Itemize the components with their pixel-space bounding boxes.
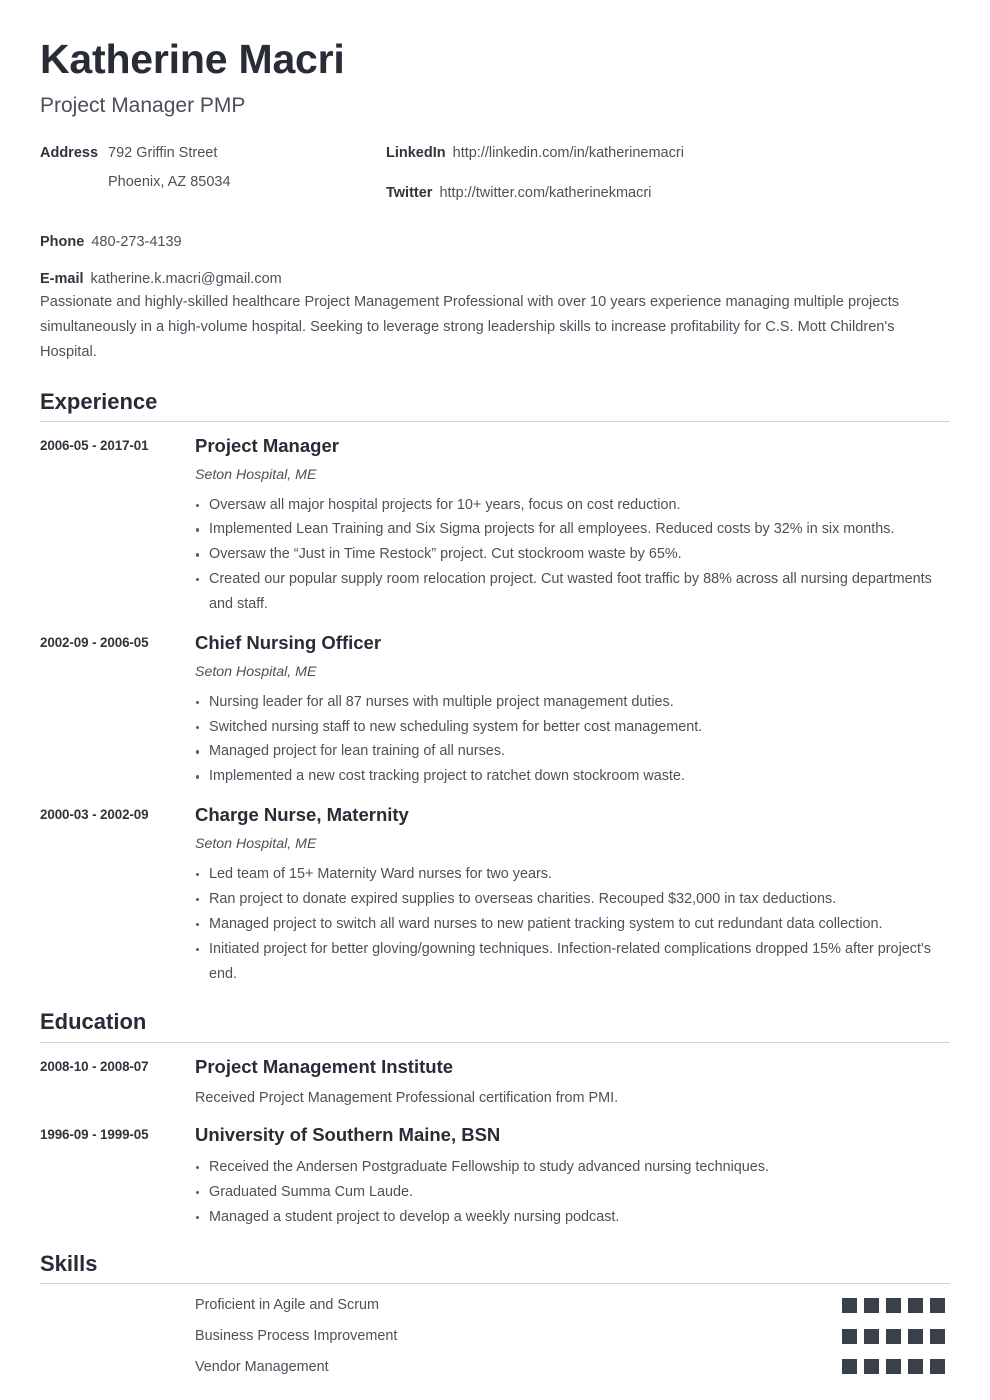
skill-name: Vendor Management xyxy=(195,1358,329,1375)
skill-square-filled xyxy=(908,1359,923,1374)
contact-twitter-value[interactable]: http://twitter.com/katherinekmacri xyxy=(439,184,652,201)
skill-square-filled xyxy=(908,1298,923,1313)
skill-square-filled xyxy=(842,1329,857,1344)
list-item: Switched nursing staff to new scheduling system for better cost management. xyxy=(195,715,949,740)
contact-twitter xyxy=(386,184,986,204)
section-title-education: Education xyxy=(40,1009,147,1035)
section-title-skills: Skills xyxy=(40,1250,98,1276)
list-item: Managed project to switch all ward nurses to new patient tracking system to cut redundant data collection. xyxy=(195,912,949,937)
contact-linkedin xyxy=(386,144,986,164)
skill-square-filled xyxy=(930,1329,945,1344)
contact-column-right xyxy=(386,144,986,211)
list-item: Received the Andersen Postgraduate Fellowship to study advanced nursing techniques. xyxy=(195,1155,949,1180)
entry-date: 1996-09 - 1999-05 xyxy=(40,1126,149,1142)
section-skills xyxy=(40,1250,950,1377)
contact-linkedin-value[interactable]: http://linkedin.com/in/katherinemacri xyxy=(452,145,684,162)
skill-square-filled xyxy=(886,1329,901,1344)
section-education xyxy=(40,1008,950,1229)
contact-phone xyxy=(40,233,400,253)
list-item: Oversaw all major hospital projects for 10+ years, focus on cost reduction. xyxy=(195,493,949,518)
entry-body xyxy=(195,631,950,789)
education-entry xyxy=(40,1123,950,1230)
experience-entry xyxy=(40,631,950,789)
entry-date: 2002-09 - 2006-05 xyxy=(40,635,149,651)
contact-address-value: 792 Griffin Street xyxy=(108,145,218,162)
skill-square-filled xyxy=(886,1298,901,1313)
list-item: Led team of 15+ Maternity Ward nurses for two years. xyxy=(195,862,949,887)
entry-title: University of Southern Maine, BSN xyxy=(195,1123,501,1145)
entry-subtitle: Seton Hospital, ME xyxy=(195,836,317,853)
list-item: Managed project for lean training of all nurses. xyxy=(195,739,949,764)
entry-subtitle: Seton Hospital, ME xyxy=(195,467,317,484)
skill-square-filled xyxy=(842,1298,857,1313)
skill-square-filled xyxy=(864,1298,879,1313)
skill-square-filled xyxy=(930,1298,945,1313)
skill-square-filled xyxy=(842,1359,857,1374)
entry-body xyxy=(195,1123,950,1230)
summary-text: Passionate and highly-skilled healthcare Project Management Professional with over 10 years experience managing multiple projects simultaneously in a high-volume hospital. Seeking to leverage strong leadership skills to increase profitability for C.S. Mott Children's Hospital. xyxy=(40,294,900,361)
list-item: Initiated project for better gloving/gowning techniques. Infection-related complications dropped 15% after project's end. xyxy=(195,937,949,987)
entry-title: Project Manager xyxy=(195,435,339,457)
skill-row xyxy=(40,1358,950,1377)
entry-description: Received Project Management Professional certification from PMI. xyxy=(195,1089,619,1106)
contact-email-label: E-mail xyxy=(40,270,84,287)
section-divider xyxy=(40,1283,950,1284)
contact-address-value-line2: Phoenix, AZ 85034 xyxy=(108,173,231,190)
contact-twitter-label: Twitter xyxy=(386,184,433,201)
list-item: Oversaw the “Just in Time Restock” project. Cut stockroom waste by 65%. xyxy=(195,542,949,567)
entry-subtitle: Seton Hospital, ME xyxy=(195,664,317,681)
list-item: Graduated Summa Cum Laude. xyxy=(195,1180,949,1205)
contact-address xyxy=(40,144,400,164)
skill-square-filled xyxy=(908,1329,923,1344)
entry-title: Charge Nurse, Maternity xyxy=(195,804,409,826)
entry-date: 2000-03 - 2002-09 xyxy=(40,807,149,823)
section-divider xyxy=(40,1042,950,1043)
skill-square-filled xyxy=(864,1329,879,1344)
section-divider xyxy=(40,421,950,422)
entry-body xyxy=(195,434,950,617)
list-item: Implemented Lean Training and Six Sigma projects for all employees. Reduced costs by 32% in six months. xyxy=(195,517,949,542)
skill-name: Business Process Improvement xyxy=(195,1327,398,1344)
entry-bullet-list xyxy=(195,493,950,618)
entry-bullet-list xyxy=(195,1155,950,1230)
contact-address-label: Address xyxy=(40,145,99,162)
contact-phone-value: 480-273-4139 xyxy=(91,234,182,251)
contact-block xyxy=(40,144,950,287)
skill-square-filled xyxy=(930,1359,945,1374)
skill-rating xyxy=(842,1298,950,1313)
education-entry xyxy=(40,1055,950,1109)
contact-email xyxy=(40,270,400,290)
experience-entry xyxy=(40,803,950,986)
experience-entry xyxy=(40,434,950,617)
page-title: Katherine Macri xyxy=(40,36,345,82)
contact-phone-label: Phone xyxy=(40,234,85,251)
list-item: Managed a student project to develop a weekly nursing podcast. xyxy=(195,1205,949,1230)
entry-bullet-list xyxy=(195,690,950,790)
entry-bullet-list xyxy=(195,862,950,987)
skill-row xyxy=(40,1327,950,1346)
skill-square-filled xyxy=(886,1359,901,1374)
skill-rating xyxy=(842,1329,950,1344)
contact-email-value[interactable]: katherine.k.macri@gmail.com xyxy=(90,270,282,287)
skill-rating xyxy=(842,1359,950,1374)
skill-row xyxy=(40,1296,950,1315)
list-item: Created our popular supply room relocation project. Cut wasted foot traffic by 88% across all nursing departments and staff. xyxy=(195,567,949,617)
job-title: Project Manager PMP xyxy=(40,94,246,118)
section-title-experience: Experience xyxy=(40,388,158,414)
entry-title: Chief Nursing Officer xyxy=(195,632,382,654)
skill-square-filled xyxy=(864,1359,879,1374)
entry-body xyxy=(195,1055,950,1109)
entry-date: 2008-10 - 2008-07 xyxy=(40,1058,149,1074)
entry-date: 2006-05 - 2017-01 xyxy=(40,438,149,454)
contact-linkedin-label: LinkedIn xyxy=(386,145,446,162)
entry-title: Project Management Institute xyxy=(195,1055,454,1077)
list-item: Nursing leader for all 87 nurses with multiple project management duties. xyxy=(195,690,949,715)
section-experience xyxy=(40,388,950,987)
entry-body xyxy=(195,803,950,986)
contact-column-left xyxy=(40,144,400,297)
skill-name: Proficient in Agile and Scrum xyxy=(195,1297,379,1314)
list-item: Implemented a new cost tracking project to ratchet down stockroom waste. xyxy=(195,764,949,789)
list-item: Ran project to donate expired supplies to overseas charities. Recouped $32,000 in tax deductions. xyxy=(195,887,949,912)
